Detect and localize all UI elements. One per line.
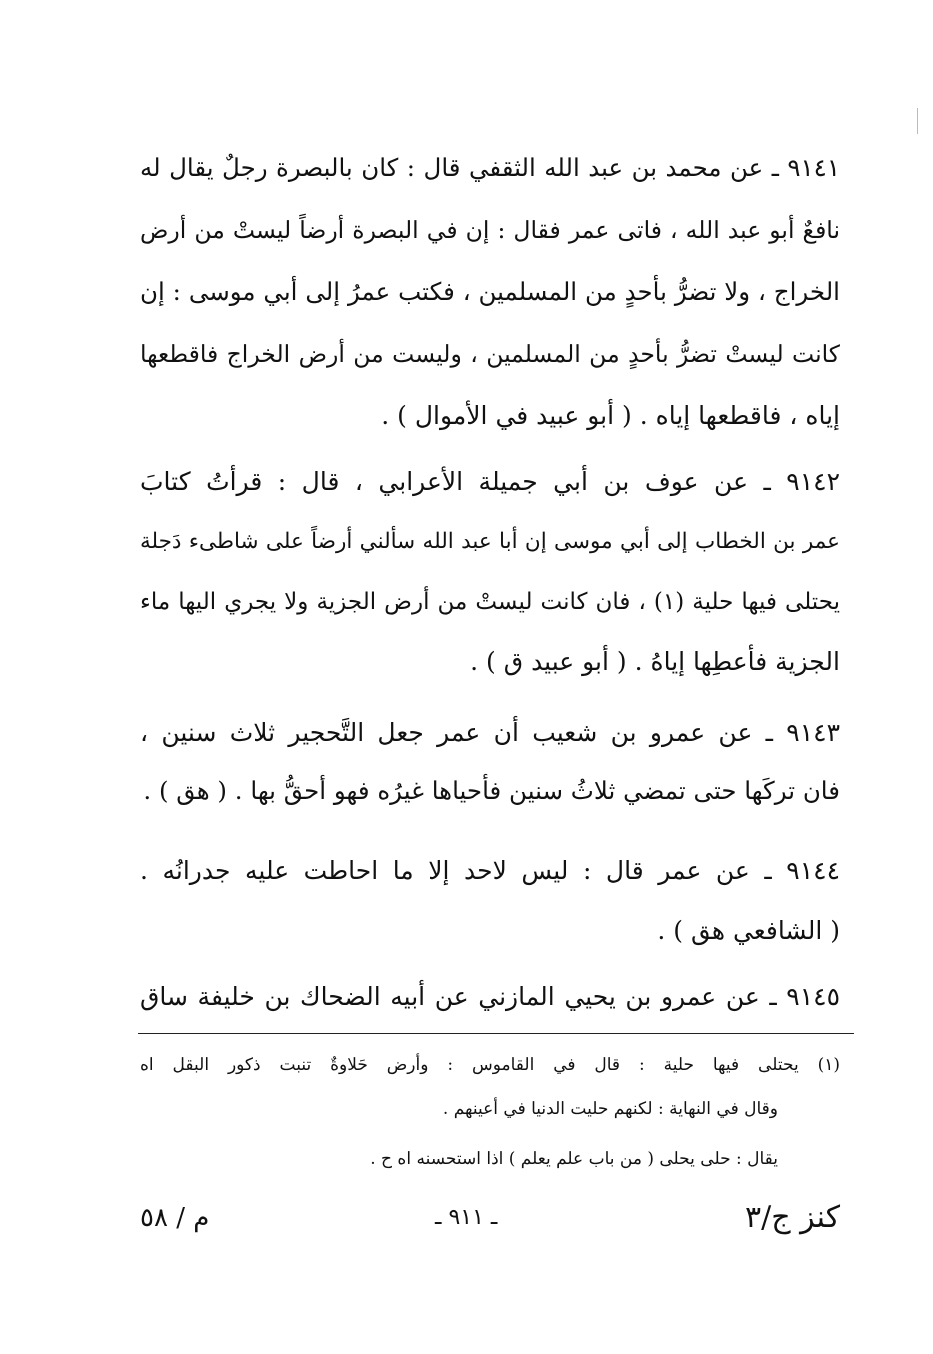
paragraph-9143-line-2: فان تركَها حتى تمضي ثلاثُ سنين فأحياها غيرُه فهو أحقُّ بها . ( هق ) .: [143, 776, 840, 805]
paragraph-9141-line-2: نافعٌ أبو عبد الله ، فاتى عمر فقال : إن في البصرة أرضاً ليستْ من أرض: [140, 216, 840, 244]
footer-volume-label: كنز ج/٣: [744, 1200, 840, 1235]
paragraph-9141-line-3: الخراج ، ولا تضرُّ بأحدٍ من المسلمين ، فكتب عمرُ إلى أبي موسى : إن: [140, 277, 840, 306]
paragraph-9141-line-1: ٩١٤١ ـ عن محمد بن عبد الله الثقفي قال : كان بالبصرة رجلٌ يقال له: [140, 153, 840, 182]
paragraph-9144-line-2: ( الشافعي هق ) .: [657, 916, 840, 945]
paragraph-9142-line-1: ٩١٤٢ ـ عن عوف بن أبي جميلة الأعرابي ، قال : قرأتُ كتابَ: [140, 467, 840, 496]
paragraph-9141-line-4: كانت ليستْ تضرُّ بأحدٍ من المسلمين ، وليست من أرض الخراج فاقطعها: [140, 340, 840, 368]
paragraph-9141-line-5: إياه ، فاقطعها إياه . ( أبو عبيد في الأموال ) .: [381, 401, 840, 430]
paragraph-9142-line-2: عمر بن الخطاب إلى أبي موسى إن أبا عبد الله سألني أرضاً على شاطىء دَجلة: [140, 529, 840, 554]
footnote-line-2: وقال في النهاية : لكنهم حليت الدنيا في أعينهم .: [442, 1099, 778, 1119]
page-edge-mark: [917, 108, 918, 134]
paragraph-9142-line-3: يحتلى فيها حلية (١) ، فان كانت ليستْ من أرض الجزية ولا يجري اليها ماء: [140, 589, 840, 615]
paragraph-9142-line-4: الجزية فأعطِها إياهُ . ( أبو عبيد ق ) .: [470, 647, 840, 676]
page-number: ـ ٩١١ ـ: [435, 1205, 498, 1230]
footnote-line-3: يقال : حلى يحلى ( من باب علم يعلم ) اذا استحسنه اه ح .: [370, 1149, 778, 1169]
footer-signature-mark: م / ٥٨: [140, 1203, 210, 1233]
footnote-line-1: (١) يحتلى فيها حلية : قال في القاموس : وأرض حَلاوةٌ تنبت ذكور البقل اه: [140, 1055, 840, 1075]
paragraph-9143-line-1: ٩١٤٣ ـ عن عمرو بن شعيب أن عمر جعل التَّحجير ثلاث سنين ،: [140, 718, 840, 747]
footnote-divider: [138, 1033, 854, 1034]
paragraph-9145-line-1: ٩١٤٥ ـ عن عمرو بن يحيي المازني عن أبيه الضحاك بن خليفة ساق: [140, 982, 840, 1011]
paragraph-9144-line-1: ٩١٤٤ ـ عن عمر قال : ليس لاحد إلا ما احاطت عليه جدرانُه .: [140, 856, 840, 885]
